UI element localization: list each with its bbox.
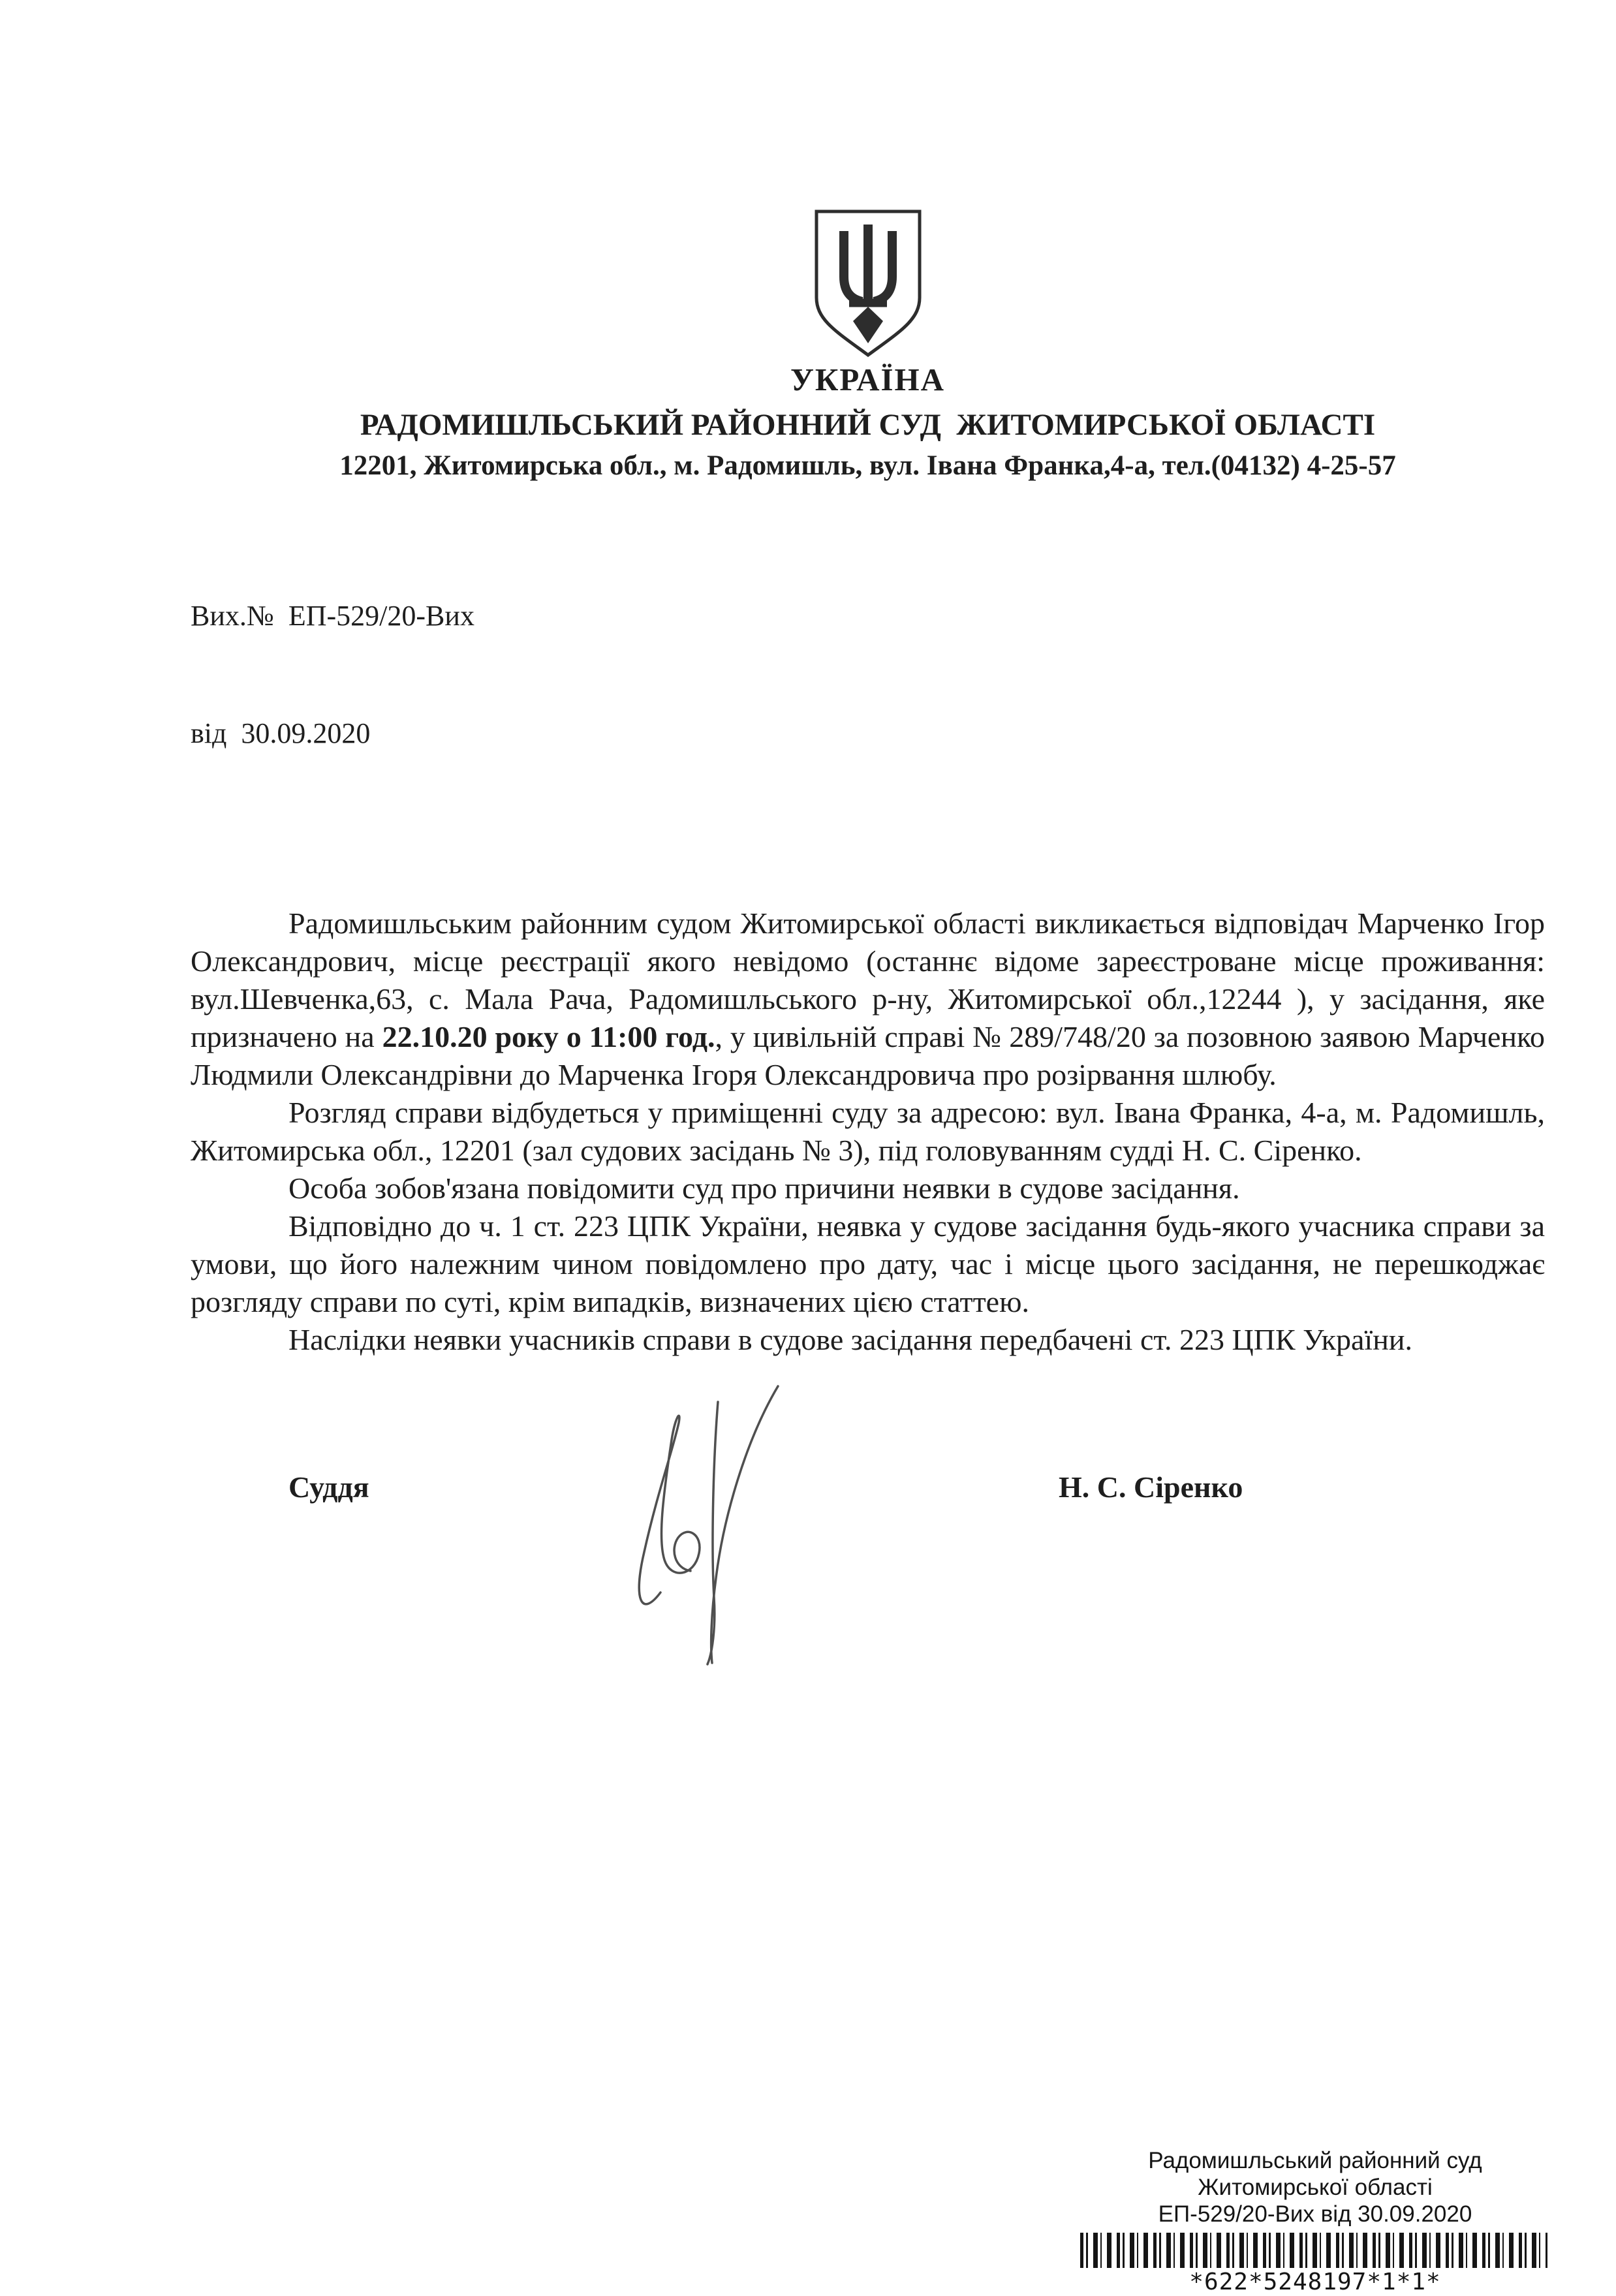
hearing-datetime: 22.10.20 року о 11:00 год. bbox=[382, 1020, 715, 1053]
country-title: УКРАЇНА bbox=[790, 362, 946, 397]
outgoing-number: Вих.№ ЕП-529/20-Вих bbox=[191, 600, 474, 632]
court-name: РАДОМИШЛЬСЬКИЙ РАЙОННИЙ СУД ЖИТОМИРСЬКОЇ ОБЛАСТІ bbox=[360, 408, 1376, 442]
barcode bbox=[1080, 2233, 1547, 2268]
paragraph-summons bbox=[191, 905, 1545, 1094]
stamp-court-name: Радомишльський районний суд bbox=[1148, 2148, 1482, 2173]
paragraph-hearing-location: Розгляд справи відбудеться у приміщенні суду за адресою: вул. Івана Франка, 4-а, м. Радомишль, Житомирська обл., 12201 (зал судових засідань № 3), під головуванням судді Н. С. Сіренко. bbox=[191, 1096, 1545, 1167]
paragraph-consequences: Наслідки неявки учасників справи в судове засідання передбачені ст. 223 ЦПК України. bbox=[288, 1323, 1412, 1356]
paragraph-law-reference: Відповідно до ч. 1 ст. 223 ЦПК України, неявка у судове засідання будь-якого учасника справи за умови, що його належним чином повідомлено про дату, час і місце цього засідання, не перешкоджає розгляду справи по суті, крім випадків, визначених цією статтею. bbox=[191, 1209, 1545, 1318]
stamp-reference: ЕП-529/20-Вих від 30.09.2020 bbox=[1158, 2201, 1472, 2227]
outgoing-date: від 30.09.2020 bbox=[191, 717, 371, 749]
court-address: 12201, Житомирська обл., м. Радомишль, вул. Івана Франка,4-а, тел.(04132) 4-25-57 bbox=[339, 450, 1396, 481]
barcode-caption: *622*5248197*1*1* bbox=[1189, 2269, 1441, 2295]
signature-row bbox=[191, 1435, 1545, 1696]
registration-stamp bbox=[1080, 2147, 1550, 2295]
summons-text-start: Радомишльським районним судом Житомирської області викликається відповідач Марченко Ігор Олександрович, місце реєстрації якого невідомо (останнє відоме зареєстроване місце проживання: вул.Шевченка,63, с. Мала Рача, Радомишльського р-ну, Житомирської обл.,12244 ), у засідання, яке призначено на bbox=[191, 907, 1545, 1053]
stamp-court-region: Житомирської області bbox=[1198, 2175, 1433, 2200]
handwritten-signature-icon bbox=[582, 1382, 830, 1669]
ukraine-trident-icon bbox=[810, 208, 926, 359]
paragraph-notify-obligation: Особа зобов'язана повідомити суд про причини неявки в судове засідання. bbox=[288, 1171, 1240, 1205]
judge-role-label: Суддя bbox=[288, 1470, 369, 1504]
judge-name: Н. С. Сіренко bbox=[1059, 1470, 1243, 1504]
summons-text-end: , у цивільній справі № 289/748/20 за позовною заявою Марченко Людмили Олександрівни до Марченка Ігоря Олександровича про розірвання шлюбу. bbox=[191, 1020, 1546, 1091]
summons-body bbox=[191, 905, 1545, 1359]
reference-block bbox=[191, 518, 1545, 831]
document-content bbox=[191, 0, 1545, 1696]
